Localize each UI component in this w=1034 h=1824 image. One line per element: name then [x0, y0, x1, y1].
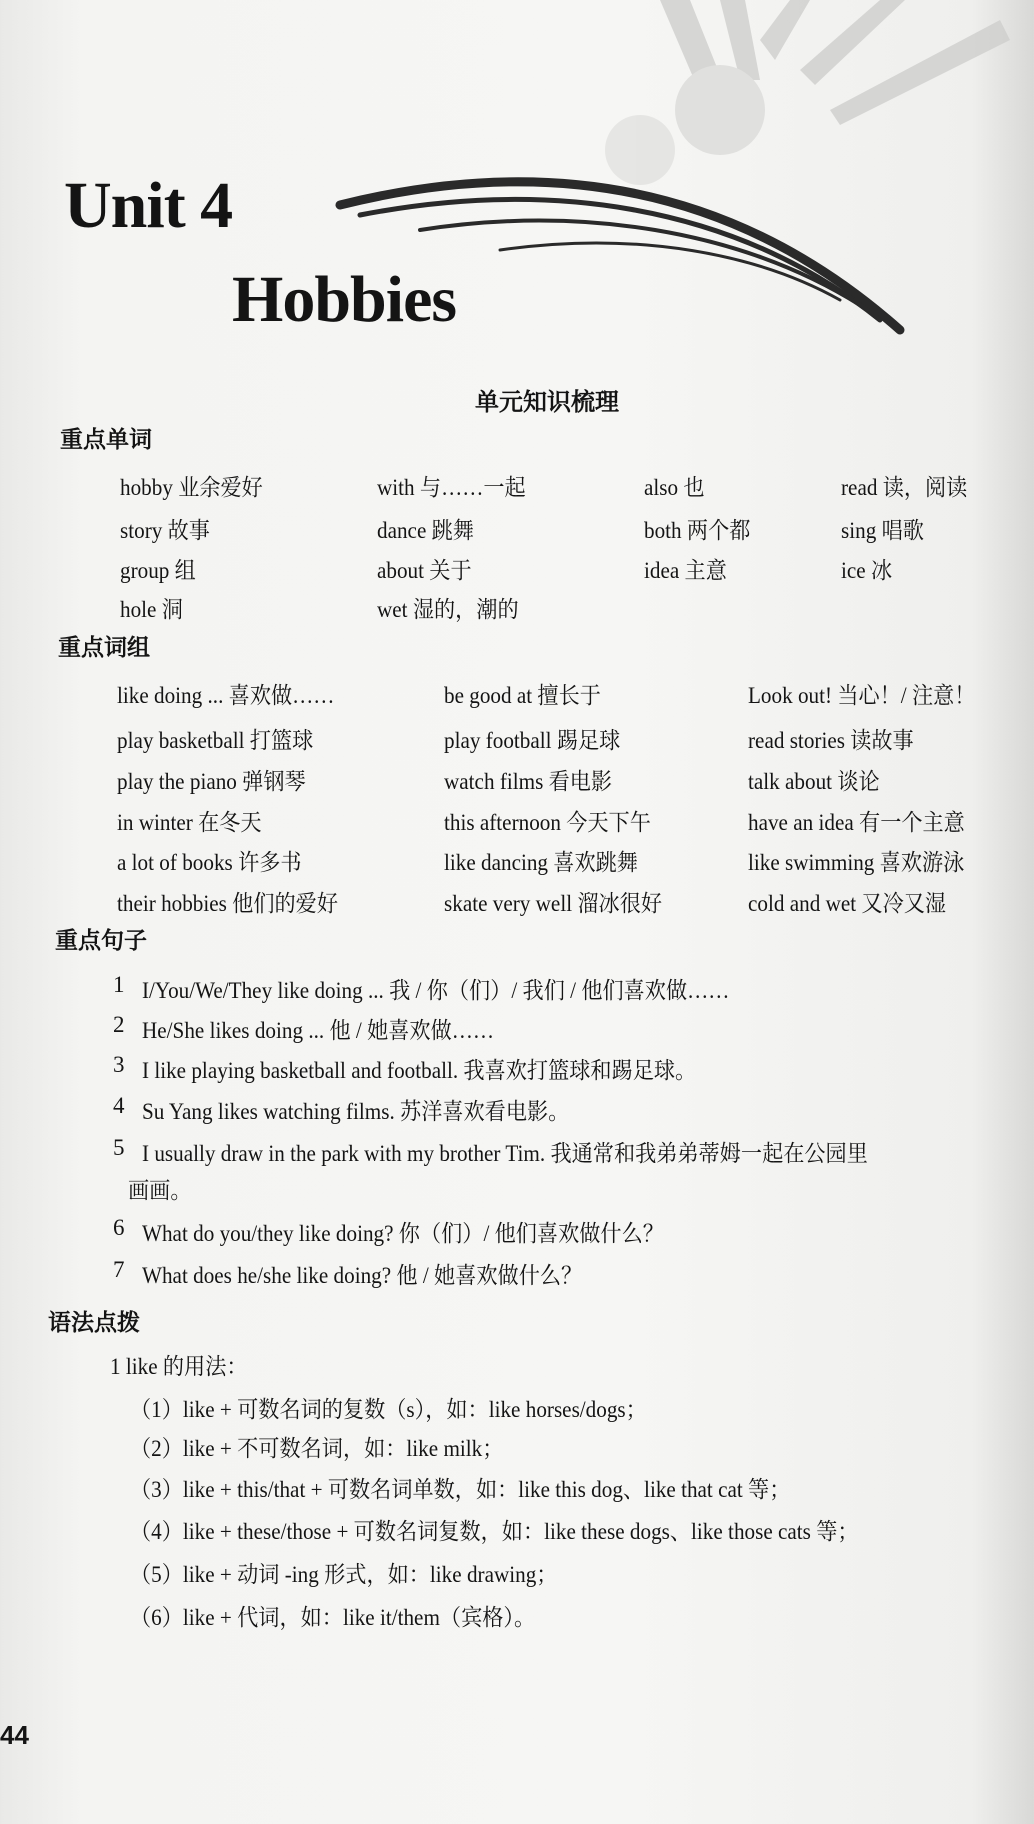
- phrase-item: like dancing 喜欢跳舞: [444, 850, 638, 875]
- sentence-number: 3: [113, 1052, 125, 1077]
- sentence-text-continued: 画画。: [128, 1178, 192, 1203]
- vocab-item: also 也: [644, 475, 705, 500]
- phrase-item: their hobbies 他们的爱好: [117, 891, 338, 916]
- vocab-item: wet 湿的，潮的: [377, 597, 519, 622]
- sentence-number: 7: [113, 1257, 125, 1282]
- sentence-text: I usually draw in the park with my brother Tim. 我通常和我弟弟蒂姆一起在公园里: [142, 1141, 868, 1166]
- grammar-rule: （2）like + 不可数名词，如：like milk；: [130, 1436, 504, 1461]
- vocab-item: hole 洞: [120, 597, 183, 622]
- phrase-item: play football 踢足球: [444, 728, 621, 753]
- vocab-item: ice 冰: [841, 558, 893, 583]
- unit-title: Hobbies: [232, 263, 457, 336]
- words-heading: 重点单词: [60, 427, 152, 453]
- vocab-item: sing 唱歌: [841, 518, 924, 543]
- vocab-item: about 关于: [377, 558, 472, 583]
- sentence-text: He/She likes doing ... 他 / 她喜欢做……: [142, 1018, 495, 1043]
- sentence-number: 6: [113, 1215, 125, 1240]
- grammar-rule: （5）like + 动词 -ing 形式，如：like drawing；: [130, 1562, 558, 1587]
- vocab-item: hobby 业余爱好: [120, 475, 263, 500]
- sentence-number: 4: [113, 1093, 125, 1118]
- sentence-text: What does he/she like doing? 他 / 她喜欢做什么？: [142, 1263, 583, 1288]
- phrase-item: like doing ... 喜欢做……: [117, 683, 335, 708]
- vocab-item: story 故事: [120, 518, 210, 543]
- phrase-item: cold and wet 又冷又湿: [748, 891, 947, 916]
- grammar-point: 1 like 的用法：: [110, 1354, 248, 1379]
- phrase-item: watch films 看电影: [444, 769, 613, 794]
- phrase-item: play the piano 弹钢琴: [117, 769, 306, 794]
- phrase-item: in winter 在冬天: [117, 810, 262, 835]
- sentences-heading: 重点句子: [55, 928, 147, 954]
- vocab-item: group 组: [120, 558, 196, 583]
- sentence-number: 1: [113, 972, 125, 997]
- sentence-number: 5: [113, 1135, 125, 1160]
- sentence-text: Su Yang likes watching films. 苏洋喜欢看电影。: [142, 1099, 570, 1124]
- phrase-item: Look out! 当心！/ 注意！: [748, 683, 976, 708]
- phrase-item: a lot of books 许多书: [117, 850, 302, 875]
- phrases-heading: 重点词组: [58, 635, 150, 661]
- grammar-rule: （3）like + this/that + 可数名词单数，如：like this dog、like that cat 等；: [130, 1477, 791, 1502]
- section-subtitle: 单元知识梳理: [475, 388, 619, 416]
- phrase-item: talk about 谈论: [748, 769, 880, 794]
- sentence-number: 2: [113, 1012, 125, 1037]
- phrase-item: play basketball 打篮球: [117, 728, 314, 753]
- phrase-item: read stories 读故事: [748, 728, 914, 753]
- grammar-rule: （6）like + 代词，如：like it/them（宾格）。: [130, 1605, 536, 1630]
- page-number: 44: [0, 1720, 29, 1750]
- vocab-item: idea 主意: [644, 558, 727, 583]
- phrase-item: like swimming 喜欢游泳: [748, 850, 965, 875]
- vocab-item: dance 跳舞: [377, 518, 474, 543]
- grammar-rule: （1）like + 可数名词的复数（s），如：like horses/dogs；: [130, 1397, 647, 1422]
- sentence-text: I/You/We/They like doing ... 我 / 你（们）/ 我们 / 他们喜欢做……: [142, 978, 730, 1003]
- grammar-rule: （4）like + these/those + 可数名词复数，如：like these dogs、like those cats 等；: [130, 1519, 859, 1544]
- vocab-item: both 两个都: [644, 518, 751, 543]
- phrase-item: have an idea 有一个主意: [748, 810, 965, 835]
- unit-number: Unit 4: [64, 169, 233, 242]
- vocab-item: read 读，阅读: [841, 475, 968, 500]
- phrase-item: be good at 擅长于: [444, 683, 601, 708]
- grammar-heading: 语法点拨: [48, 1310, 140, 1336]
- phrase-item: this afternoon 今天下午: [444, 810, 651, 835]
- sentence-text: What do you/they like doing? 你（们）/ 他们喜欢做什么？: [142, 1221, 664, 1246]
- sentence-text: I like playing basketball and football. 我喜欢打篮球和踢足球。: [142, 1058, 697, 1083]
- phrase-item: skate very well 溜冰很好: [444, 891, 663, 916]
- vocab-item: with 与……一起: [377, 475, 526, 500]
